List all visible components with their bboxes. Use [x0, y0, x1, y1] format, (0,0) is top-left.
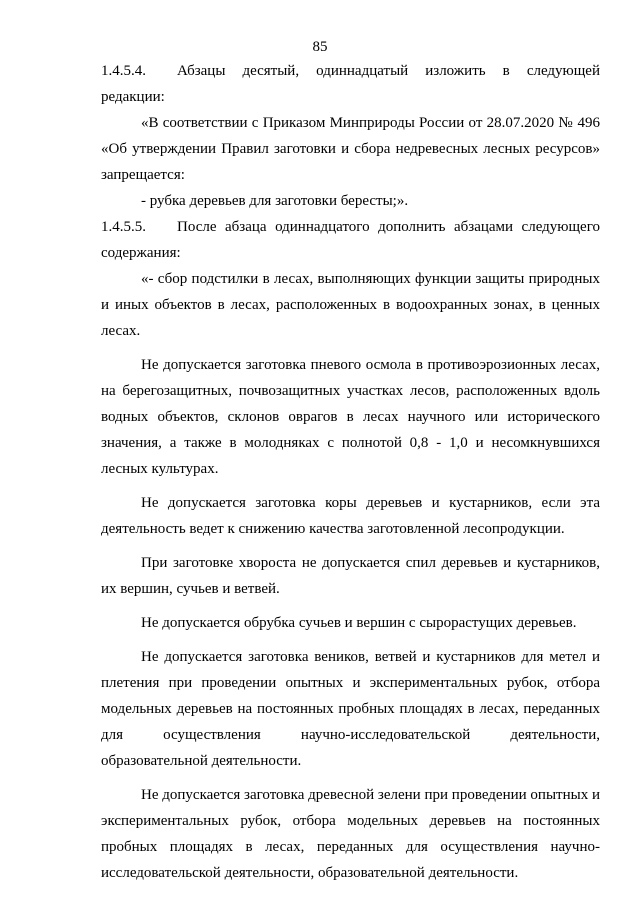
item-number: 1.4.5.5.: [101, 219, 146, 235]
body-paragraph: Не допускается заготовка веников, ветвей и кустарников для метел и плетения при проведении опытных и экспериментальных рубок, отбора модельных деревьев на постоянных пробных площадях в лесах, переданных для осуществления научно-исследовательской деятельности, образовательной деятельности.: [101, 649, 600, 769]
item-1-4-5-5: [101, 214, 600, 266]
body-paragraph: Не допускается заготовка древесной зелени при проведении опытных и экспериментальных рубок, отбора модельных деревьев на постоянных пробных площадях в лесах, переданных для осуществления научно-исследовательской деятельности, образовательной деятельности.: [101, 787, 600, 881]
body-paragraph: При заготовке хвороста не допускается спил деревьев и кустарников, их вершин, сучьев и ветвей.: [101, 555, 600, 597]
item-text: Абзацы десятый, одиннадцатый изложить в следующей редакции:: [101, 63, 600, 105]
item-number: 1.4.5.4.: [101, 63, 146, 79]
quote-paragraph: - рубка деревьев для заготовки бересты;».: [141, 193, 409, 209]
document-body: [101, 58, 600, 886]
body-paragraph: Не допускается обрубка сучьев и вершин с сырорастущих деревьев.: [141, 615, 577, 631]
body-paragraph: Не допускается заготовка коры деревьев и кустарников, если эта деятельность ведет к снижению качества заготовленной лесопродукции.: [101, 495, 600, 537]
item-text: После абзаца одиннадцатого дополнить абзацами следующего содержания:: [101, 219, 600, 261]
body-paragraph: «- сбор подстилки в лесах, выполняющих функции защиты природных и иных объектов в лесах, расположенных в водоохранных зонах, в ценных лесах.: [101, 271, 600, 339]
item-1-4-5-4: [101, 58, 600, 110]
page-number: 85: [312, 39, 328, 55]
body-paragraph: Не допускается заготовка пневого осмола в противоэрозионных лесах, на берегозащитных, почвозащитных участках лесов, расположенных вдоль водных объектов, склонов оврагов в лесах научного или исторического значения, а также в молодняках с полнотой 0,8 - 1,0 и несомкнувшихся лесных культурах.: [101, 357, 600, 477]
quote-paragraph: «В соответствии с Приказом Минприроды России от 28.07.2020 № 496 «Об утверждении Правил заготовки и сбора недревесных лесных ресурсов» запрещается:: [101, 115, 600, 183]
